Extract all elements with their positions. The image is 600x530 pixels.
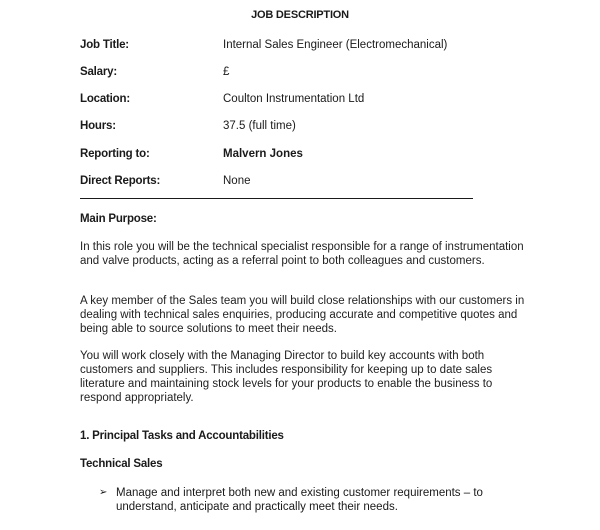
arrow-bullet-icon: ➢ bbox=[99, 487, 108, 498]
field-label-job-title: Job Title: bbox=[80, 39, 129, 51]
field-row-direct-reports bbox=[80, 173, 550, 189]
field-row-location bbox=[80, 91, 550, 107]
principal-tasks-heading: 1. Principal Tasks and Accountabilities bbox=[80, 430, 284, 442]
purpose-paragraph-1: In this role you will be the technical specialist responsible for a range of instrumentation and valve products, acting as a referral point to both colleagues and customers. bbox=[80, 241, 524, 267]
field-label-reporting-to: Reporting to: bbox=[80, 148, 150, 160]
field-label-salary: Salary: bbox=[80, 66, 117, 78]
purpose-paragraph-2: A key member of the Sales team you will build close relationships with our customers in dealing with technical sales enquiries, producing accurate and competitive quotes and being able to source solutions to meet their needs. bbox=[80, 295, 525, 335]
field-value-reporting-to: Malvern Jones bbox=[223, 148, 303, 160]
field-value-location: Coulton Instrumentation Ltd bbox=[223, 93, 365, 105]
field-value-hours: 37.5 (full time) bbox=[223, 120, 296, 132]
field-row-salary bbox=[80, 64, 550, 80]
field-label-location: Location: bbox=[80, 93, 130, 105]
document-title: JOB DESCRIPTION bbox=[251, 9, 349, 21]
main-purpose-heading: Main Purpose: bbox=[80, 213, 157, 225]
bullet-text: Manage and interpret both new and existing customer requirements – to understand, anticipate and practically meet their needs. bbox=[116, 487, 483, 513]
field-row-job-title bbox=[80, 37, 550, 53]
field-label-direct-reports: Direct Reports: bbox=[80, 175, 161, 187]
field-value-direct-reports: None bbox=[223, 175, 251, 187]
field-row-hours bbox=[80, 118, 550, 134]
purpose-paragraph-3: You will work closely with the Managing Director to build key accounts with both customers and suppliers. This includes responsibility for keeping up to date sales literature and maintaining stock levels for your products to enable the business to respond appropriately. bbox=[80, 350, 493, 404]
field-label-hours: Hours: bbox=[80, 120, 116, 132]
technical-sales-subheading: Technical Sales bbox=[80, 458, 163, 470]
field-value-salary: £ bbox=[223, 66, 230, 78]
divider-rule bbox=[80, 198, 473, 199]
field-value-job-title: Internal Sales Engineer (Electromechanical) bbox=[223, 39, 448, 51]
field-row-reporting-to bbox=[80, 146, 550, 162]
